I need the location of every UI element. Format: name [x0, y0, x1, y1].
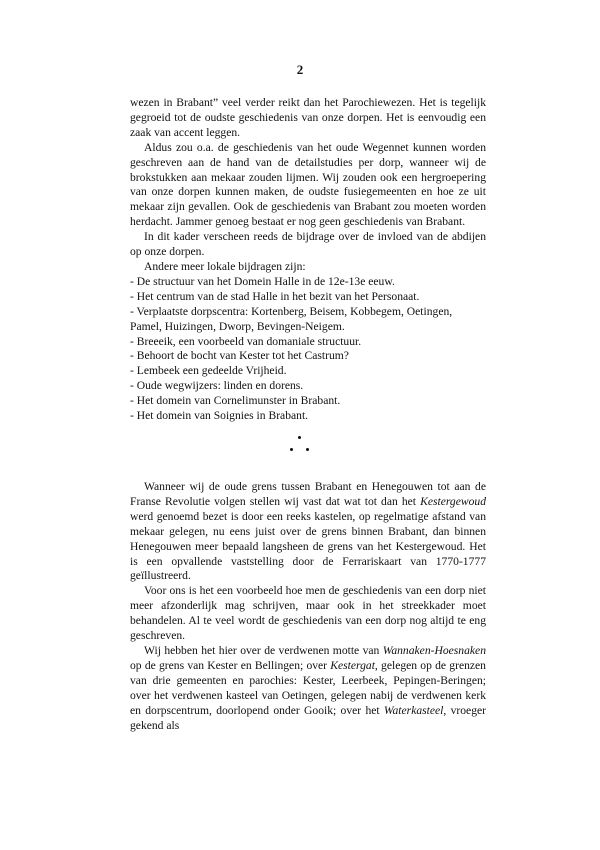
list-item: - Het domein van Soignies in Brabant.	[130, 409, 309, 423]
paragraph-wegennet: Aldus zou o.a. de geschiedenis van het oude Wegennet kunnen worden geschreven aan de hand van de detailstudies per dorp, wanneer wij de brokstukken aan mekaar zouden lijmen. Wij zouden ook een hergroepering van onze dorpen kunnen maken, de oudste fusiegemeenten en hoe ze uit mekaar zijn gevallen. Ook de geschiedenis van Brabant zou moeten worden herdacht. Jammer genoeg bestaat er nog geen geschiedenis van Brabant.	[130, 140, 486, 229]
text-run: , gelegen op de grenzen van drie gemeenten en parochies: Kester, Leerbeek, Pepingen-Beringen; over het verdwenen kasteel van Oetingen, gelegen nabij de verdwenen kerk en dorpscentrum, doorlopend onder Gooik; over het	[130, 658, 486, 717]
list-item: - Behoort de bocht van Kester tot het Castrum?	[130, 349, 349, 363]
list-item: - De structuur van het Domein Halle in de 12e-13e eeuw.	[130, 274, 395, 288]
text-run: , vroeger gekend als	[130, 703, 486, 732]
text-run: werd genoemd bezet is door een reeks kastelen, op regelmatige afstand van mekaar gelegen, nu eens juist over de grens binnen Brabant, dan binnen Henegouwen meer bepaald langsheen de grens van het Kestergewoud. Het is een opvallende vaststelling door de Ferrariskaart van 1770-1777 geïllustreerd.	[130, 509, 486, 583]
section-kastelen	[130, 480, 486, 733]
separator-dot	[290, 448, 293, 451]
list-item: - Het centrum van de stad Halle in het bezit van het Personaat.	[130, 289, 420, 303]
paragraph-grens	[130, 480, 486, 584]
list-item: - Het domein van Cornelimunster in Brabant.	[130, 394, 341, 408]
emphasis-kestergewoud: Kestergewoud	[420, 494, 486, 508]
section-separator-dots	[0, 436, 600, 466]
paragraph-streekkader: Voor ons is het een voorbeeld hoe men de geschiedenis van een dorp niet meer afzonderlijk mag schrijven, maar ook in het streekkader moet behandelen. Al te veel wordt de geschiedenis van een dorp nog altijd te eng geschreven.	[130, 584, 486, 643]
separator-dot	[298, 436, 301, 439]
emphasis-waterkasteel: Waterkasteel	[383, 703, 444, 717]
list-item: - Oude wegwijzers: linden en dorens.	[130, 379, 304, 393]
emphasis-kestergat: Kestergat	[330, 658, 375, 672]
contributions-list	[130, 275, 486, 424]
section-intro	[130, 96, 486, 424]
list-item: - Breeeik, een voorbeeld van domaniale structuur.	[130, 334, 362, 348]
separator-dot	[306, 448, 309, 451]
text-run: Wanneer wij de oude grens tussen Brabant en Henegouwen tot aan de Franse Revolutie volgen stellen wij vast dat wat tot dan het	[130, 480, 486, 508]
emphasis-wannaken: Wannaken-Hoesnaken	[382, 643, 486, 657]
paragraph-bijdragen-intro: Andere meer lokale bijdragen zijn:	[144, 259, 306, 273]
text-run: op de grens van Kester en Bellingen; over	[130, 658, 331, 672]
page-number: 2	[296, 62, 304, 77]
paragraph-motte	[130, 644, 486, 733]
list-item: - Verplaatste dorpscentra: Kortenberg, Beisem, Kobbegem, Oetingen, Pamel, Huizingen, Dworp, Bevingen-Neigem.	[130, 304, 453, 333]
paragraph-abdijen: In dit kader verscheen reeds de bijdrage over de invloed van de abdijen op onze dorpen.	[130, 230, 486, 259]
list-item: - Lembeek een gedeelde Vrijheid.	[130, 364, 287, 378]
paragraph-continuation: wezen in Brabant” veel verder reikt dan het Parochiewezen. Het is tegelijk gegroeid tot de oudste geschiedenis van onze dorpen. Het is eenvoudig een zaak van accent leggen.	[130, 96, 486, 139]
text-run: Wij hebben het hier over de verdwenen motte van	[144, 643, 383, 657]
